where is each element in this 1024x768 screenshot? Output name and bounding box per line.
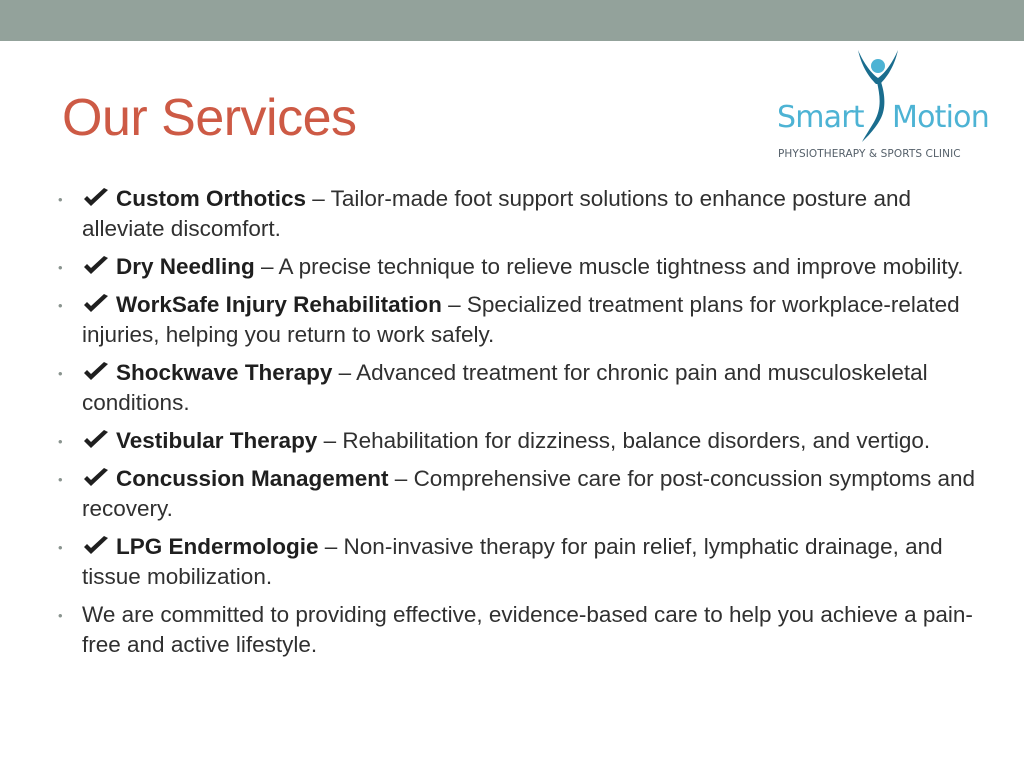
slide-title: Our Services: [62, 89, 357, 147]
check-icon: [82, 362, 110, 382]
service-description: – Non-invasive therapy for pain relief, lymphatic drainage, and tissue mobilization.: [82, 534, 943, 589]
service-name: Custom Orthotics: [116, 186, 307, 211]
service-description: – Advanced treatment for chronic pain and musculoskeletal conditions.: [82, 360, 928, 415]
bullet-marker: •: [58, 608, 63, 623]
service-item-worksafe-rehab: [58, 290, 978, 350]
service-description: – Specialized treatment plans for workplace-related injuries, helping you return to work safely.: [82, 292, 960, 347]
check-icon: [82, 256, 110, 276]
bullet-marker: •: [58, 434, 63, 449]
service-item-custom-orthotics: [58, 184, 978, 244]
bullet-marker: •: [58, 298, 63, 313]
check-icon: [82, 536, 110, 556]
service-item-shockwave-therapy: [58, 358, 978, 418]
bullet-marker: •: [58, 192, 63, 207]
check-icon: [82, 294, 110, 314]
services-list: [58, 184, 978, 668]
service-item-dry-needling: [58, 252, 978, 282]
service-item-concussion-management: [58, 464, 978, 524]
service-name: Vestibular Therapy: [116, 428, 318, 453]
service-item-vestibular-therapy: [58, 426, 978, 456]
service-description: – A precise technique to relieve muscle tightness and improve mobility.: [254, 254, 964, 279]
logo-word-motion: Motion: [892, 100, 989, 135]
check-icon: [82, 430, 110, 450]
service-name: WorkSafe Injury Rehabilitation: [116, 292, 442, 317]
service-name: LPG Endermologie: [116, 534, 319, 559]
check-icon: [82, 468, 110, 488]
service-description: – Tailor-made foot support solutions to enhance posture and alleviate discomfort.: [82, 186, 911, 241]
closing-statement: [58, 600, 978, 660]
bullet-marker: •: [58, 260, 63, 275]
bullet-marker: •: [58, 540, 63, 555]
closing-text: We are committed to providing effective, evidence-based care to help you achieve a pain-free and active lifestyle.: [82, 602, 973, 657]
bullet-marker: •: [58, 366, 63, 381]
top-header-band: [0, 0, 1024, 41]
service-description: – Comprehensive care for post-concussion symptoms and recovery.: [82, 466, 976, 521]
check-icon: [82, 188, 110, 208]
service-name: Shockwave Therapy: [116, 360, 333, 385]
service-description: – Rehabilitation for dizziness, balance disorders, and vertigo.: [317, 428, 931, 453]
clinic-logo: [776, 48, 1000, 166]
logo-tagline: PHYSIOTHERAPY & SPORTS CLINIC: [778, 148, 961, 160]
service-item-lpg-endermologie: [58, 532, 978, 592]
logo-word-smart: Smart: [777, 100, 864, 135]
bullet-marker: •: [58, 472, 63, 487]
service-name: Dry Needling: [116, 254, 255, 279]
service-name: Concussion Management: [116, 466, 389, 491]
